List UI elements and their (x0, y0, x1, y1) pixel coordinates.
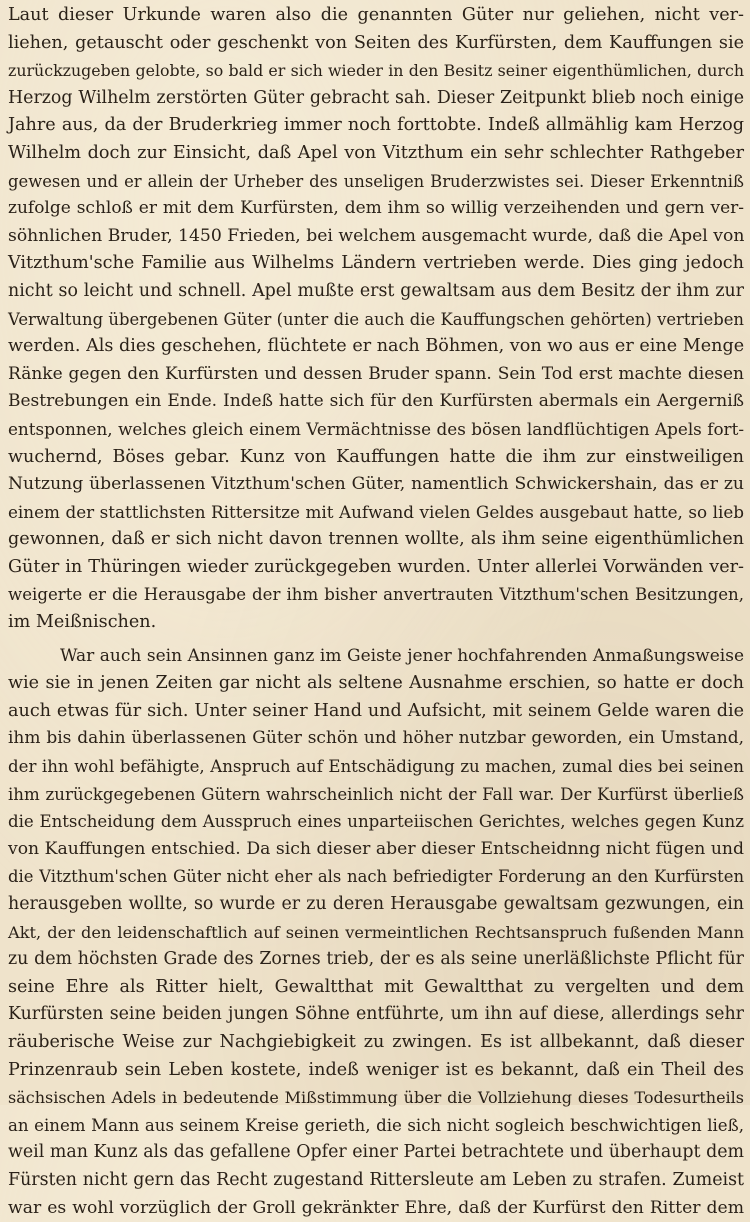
text-line: Prinzenraub sein Leben kostete, indeß weniger ist es bekannt, daß ein Theil des (8, 1059, 744, 1080)
text-line: wuchernd, Böses gebar. Kunz von Kauffungen hatte die ihm zur einstweiligen (8, 446, 744, 467)
text-line: Fürsten nicht gern das Recht zugestand Rittersleute am Leben zu strafen. Zumeist (8, 1169, 744, 1190)
text-line: Laut dieser Urkunde waren also die genannten Güter nur geliehen, nicht ver- (8, 5, 744, 25)
text-line: seine Ehre als Ritter hielt, Gewaltthat mit Gewaltthat zu vergelten und dem (8, 976, 744, 997)
text-line: räuberische Weise zur Nachgiebigkeit zu zwingen. Es ist allbekannt, daß dieser (8, 1031, 744, 1052)
text-line: werden. Als dies geschehen, flüchtete er nach Böhmen, von wo aus er eine Menge (8, 336, 745, 357)
text-line: entsponnen, welches gleich einem Vermächtnisse des bösen landflüchtigen Apels fort- (8, 418, 744, 439)
text-line: der ihn wohl befähigte, Anspruch auf Entschädigung zu machen, zumal dies bei seinen (8, 757, 744, 777)
text-line: zu dem höchsten Grade des Zornes trieb, der es als seine unerläßlichste Pflicht für (8, 949, 744, 970)
text-line: von Kauffungen entschied. Da sich dieser aber dieser Entscheidnng nicht fügen und (8, 838, 744, 859)
text-line: Akt, der den leidenschaftlich auf seinen vermeintlichen Rechtsanspruch fußenden Mann (8, 922, 744, 942)
text-line: Kurfürsten seine beiden jungen Söhne entführte, um ihn auf diese, allerdings sehr (8, 1004, 744, 1025)
paragraph-2 (8, 643, 744, 1222)
text-line: Jahre aus, da der Bruderkrieg immer noch forttobte. Indeß allmählig kam Herzog (8, 115, 744, 136)
text-line: die Entscheidung dem Ausspruch eines unparteiischen Gerichtes, welches gegen Kunz (8, 812, 744, 832)
text-line: gewonnen, daß er sich nicht davon trennen wollte, als ihm seine eigenthümlichen (8, 529, 744, 550)
text-line: nicht so leicht und schnell. Apel mußte erst gewaltsam aus dem Besitz der ihm zur (8, 280, 744, 301)
text-line: wie sie in jenen Zeiten gar nicht als seltene Ausnahme erschien, so hatte er doch (8, 673, 744, 694)
text-line: gewesen und er allein der Urheber des unseligen Bruderzwistes sei. Dieser Erkenntniß (8, 171, 744, 191)
text-line: an einem Mann aus seinem Kreise gerieth, die sich nicht sogleich beschwichtigen ließ, (8, 1115, 744, 1135)
text-line: war es wohl vorzüglich der Groll gekränkter Ehre, daß der Kurfürst den Ritter dem (8, 1197, 744, 1218)
text-line: herausgeben wollte, so wurde er zu deren Herausgabe gewaltsam gezwungen, ein (8, 894, 744, 914)
text-line: einem der stattlichsten Rittersitze mit Aufwand vielen Geldes ausgebaut hatte, so lieb (8, 501, 744, 522)
text-line: zufolge schloß er mit dem Kurfürsten, dem ihm so willig verzeihenden und gern ver- (8, 198, 744, 219)
text-line: Güter in Thüringen wieder zurückgegeben wurden. Unter allerlei Vorwänden ver- (8, 556, 744, 577)
text-line: Vitzthum'sche Familie aus Wilhelms Ländern vertrieben werde. Dies ging jedoch (8, 253, 744, 274)
text-line: ihm bis dahin überlassenen Güter schön und höher nutzbar geworden, ein Umstand, (8, 728, 744, 749)
text-line: Bestrebungen ein Ende. Indeß hatte sich für den Kurfürsten abermals ein Aergerniß (8, 391, 744, 412)
text-line: söhnlichen Bruder, 1450 Frieden, bei welchem ausgemacht wurde, daß die Apel von (8, 225, 745, 246)
text-line: auch etwas für sich. Unter seiner Hand und Aufsicht, mit seinem Gelde waren die (8, 700, 744, 721)
text-line: im Meißnischen. (8, 612, 157, 633)
text-line: Nutzung überlassenen Vitzthum'schen Güter, namentlich Schwickershain, das er zu (8, 474, 744, 495)
text-line: ihm zurückgegebenen Gütern wahrscheinlich nicht der Fall war. Der Kurfürst überließ (8, 784, 744, 804)
text-line: Ränke gegen den Kurfürsten und dessen Bruder spann. Sein Tod erst machte diesen (8, 363, 744, 384)
text-line: War auch sein Ansinnen ganz im Geiste jener hochfahrenden Anmaßungsweise (60, 645, 744, 666)
text-line: weigerte er die Herausgabe der ihm bisher anvertrauten Vitzthum'schen Besitzungen, (8, 585, 744, 605)
text-line: Wilhelm doch zur Einsicht, daß Apel von Vitzthum ein sehr schlechter Rathgeber (8, 142, 744, 163)
paragraph-1 (8, 2, 744, 637)
text-line: Verwaltung übergebenen Güter (unter die auch die Kauffungschen gehörten) vertrieben (8, 309, 744, 329)
text-line: zurückzugeben gelobte, so bald er sich wieder in den Besitz seiner eigenthümlichen, durch (8, 61, 744, 81)
text-line: weil man Kunz als das gefallene Opfer einer Partei betrachtete und überhaupt dem (8, 1142, 744, 1163)
text-line: sächsischen Adels in bedeutende Mißstimmung über die Vollziehung dieses Todesurtheils (8, 1088, 744, 1108)
text-line: die Vitzthum'schen Güter nicht eher als nach befriedigter Forderung an den Kurfürsten (8, 867, 744, 887)
text-line: Herzog Wilhelm zerstörten Güter gebracht sah. Dieser Zeitpunkt blieb noch einige (8, 87, 744, 108)
text-line: liehen, getauscht oder geschenkt von Seiten des Kurfürsten, dem Kauffungen sie (8, 32, 744, 53)
